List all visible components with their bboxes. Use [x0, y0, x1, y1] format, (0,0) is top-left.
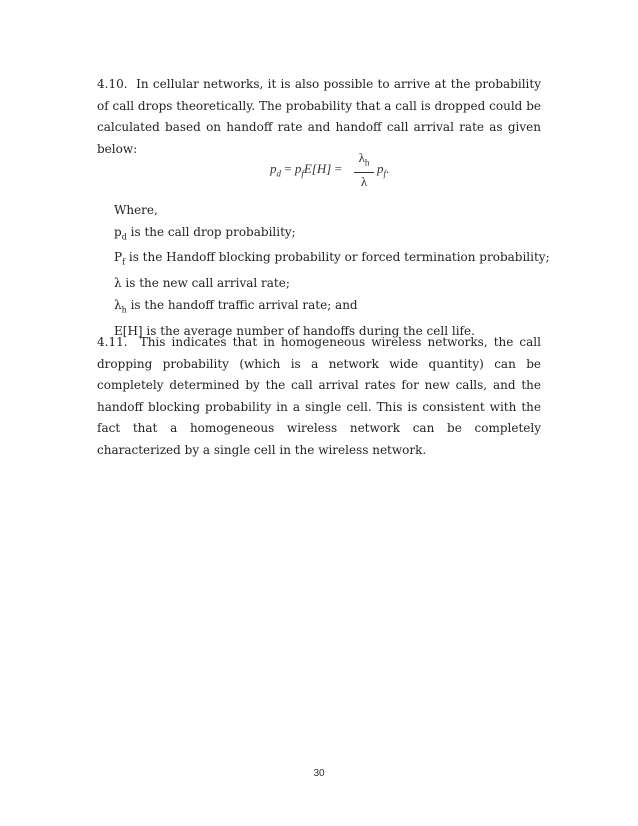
paragraph-text: In cellular networks, it is also possible to arrive at the probability of call drops theoretically. The probability that a call is dropped could be calculated based on handoff rate and handoff call arrival rate as given below: [97, 77, 541, 156]
definition-symbol: p [114, 224, 122, 239]
definition-text: is the handoff traffic arrival rate; and [126, 297, 358, 312]
formula-subscript: h [364, 157, 370, 168]
definition-symbol: P [114, 250, 123, 265]
formula-equals: = [281, 161, 295, 176]
call-drop-formula [270, 150, 390, 190]
paragraph-4-10 [97, 74, 541, 160]
formula-lambda: λ [358, 150, 365, 165]
formula-fraction [354, 150, 374, 190]
definition-item [114, 295, 554, 321]
formula-right-side [377, 161, 389, 179]
definition-item [114, 273, 554, 295]
definition-symbol: λ [114, 297, 122, 312]
paragraph-number: 4.11. [97, 335, 128, 349]
formula-equals: = [331, 161, 342, 176]
formula-numerator [354, 150, 374, 171]
page-number: 30 [313, 768, 325, 779]
definition-text: is the Handoff blocking probability or forced termination probability; [125, 250, 550, 265]
paragraph-number: 4.10. [97, 77, 128, 91]
definition-text: is the new call arrival rate; [121, 276, 290, 291]
definition-subscript: f [122, 257, 126, 267]
definition-subscript: d [121, 231, 127, 241]
formula-denominator: λ [360, 173, 368, 189]
definition-symbol: λ [114, 276, 122, 291]
formula-subscript: f [383, 168, 387, 179]
formula-subscript: f [301, 168, 304, 179]
paragraph-text: This indicates that in homogeneous wireless networks, the call dropping probability (which is a network wide quantity) can be completely determined by the call arrival rates for new calls, and the handoff blocking probability in a single cell. This is consistent with the fact that a homogeneous wireless network can be completely characterized by a single cell in the wireless network. [97, 335, 541, 457]
definition-text: is the call drop probability; [126, 224, 296, 239]
definition-item [114, 247, 554, 273]
formula-expectation: E[H] [303, 161, 332, 176]
formula-symbol: p [270, 161, 277, 176]
definition-text: is the average number of handoffs during the cell life. [142, 323, 475, 338]
definition-subscript: h [121, 305, 127, 315]
formula-subscript: d [276, 168, 281, 179]
formula-symbol: p [294, 161, 302, 176]
formula-period: . [386, 161, 390, 176]
definitions-intro: Where, [114, 203, 158, 217]
fraction-bar [354, 172, 374, 173]
definition-symbol: E[H] [114, 323, 143, 338]
formula-symbol: p [377, 161, 384, 176]
formula-left-side [270, 161, 342, 179]
paragraph-4-11 [97, 332, 541, 461]
definitions-list [114, 200, 554, 342]
definition-item [114, 222, 554, 248]
